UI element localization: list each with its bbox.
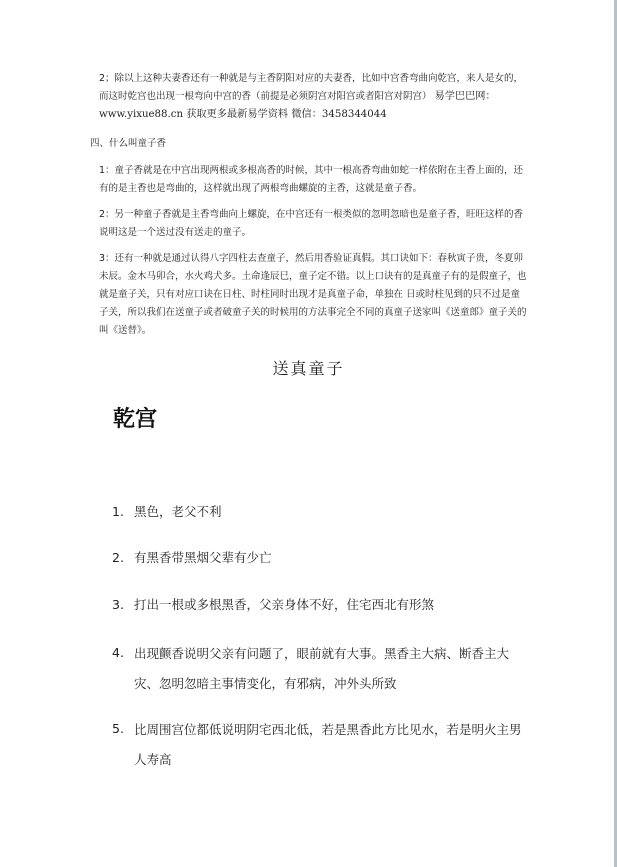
top-section xyxy=(99,70,529,132)
list-text: 比周围宫位都低说明阴宅西北低，若是黑香此方比见水，若是明火主男人寿高 xyxy=(134,722,522,767)
paragraph-2: 2：另一种童子香就是主香弯曲向上螺旋，在中宫还有一根类似的忽明忽暗也是童子香，旺旺这样的香说明这是一个送过没有送走的童子。 xyxy=(99,209,524,238)
paragraph-3: 3：还有一种就是通过认得八字四柱去查童子，然后用香验证真假。其口诀如下：春秋寅子贵，冬夏卯未辰。金木马卯合，水火鸡犬多。土命逢辰巳，童子定不错。以上口诀有的是真童子有的是假童子，也就是童子关，只有对应口诀在日柱、时柱同时出现才是真童子命，单独在 日或时柱见到的只不过是童子关，所以我们在送童子或者破童子关的时候用的方法事完全不同的真童子送家叫《送童郎》童子关的叫《送替》。 xyxy=(99,253,527,336)
list-number: 5. xyxy=(112,721,124,736)
paragraph-1: 1：童子香就是在中宫出现两根或多根高香的时候，其中一根高香弯曲如蛇一样依附在主香上面的，还有的是主香也是弯曲的，这样就出现了两根弯曲螺旋的主香，这就是童子香。 xyxy=(99,165,524,194)
tongzi-section xyxy=(99,162,527,348)
list-number: 2. xyxy=(112,550,124,565)
list-text: 出现颤香说明父亲有问题了，眼前就有大事。黑香主大病、断香主大灾、忽明忽暗主事情变化，有邪病，冲外头所致 xyxy=(134,646,510,691)
list-item xyxy=(112,498,222,525)
website-notice: 易学巴巴网：www.yixue88.cn 获取更多最新易学资料 微信：3458344044 xyxy=(99,91,496,120)
paragraph-text: 2；除以上这种夫妻香还有一种就是与主香阴阳对应的夫妻香，比如中宫香弯曲向乾宫，来人是女的，而这时乾宫也出现一根弯向中宫的香（前提是必须阴宫对阳宫或者阳宫对阴宫） xyxy=(99,73,524,102)
list-item xyxy=(112,715,532,775)
list-item xyxy=(112,591,434,618)
list-number: 4. xyxy=(112,645,124,660)
list-text: 打出一根或多根黑香，父亲身体不好，住宅西北有形煞 xyxy=(134,597,435,612)
list-number: 1. xyxy=(112,504,124,519)
paragraph-couple-incense xyxy=(99,70,529,124)
list-item xyxy=(112,639,532,699)
palace-heading: 乾宫 xyxy=(113,407,158,432)
center-title: 送真童子 xyxy=(272,359,345,378)
list-text: 有黑香带黑烟父辈有少亡 xyxy=(134,550,272,565)
list-number: 3. xyxy=(112,597,124,612)
list-item xyxy=(112,544,272,571)
section-heading: 四、什么叫童子香 xyxy=(90,138,167,149)
list-text: 黑色，老父不利 xyxy=(134,504,222,519)
